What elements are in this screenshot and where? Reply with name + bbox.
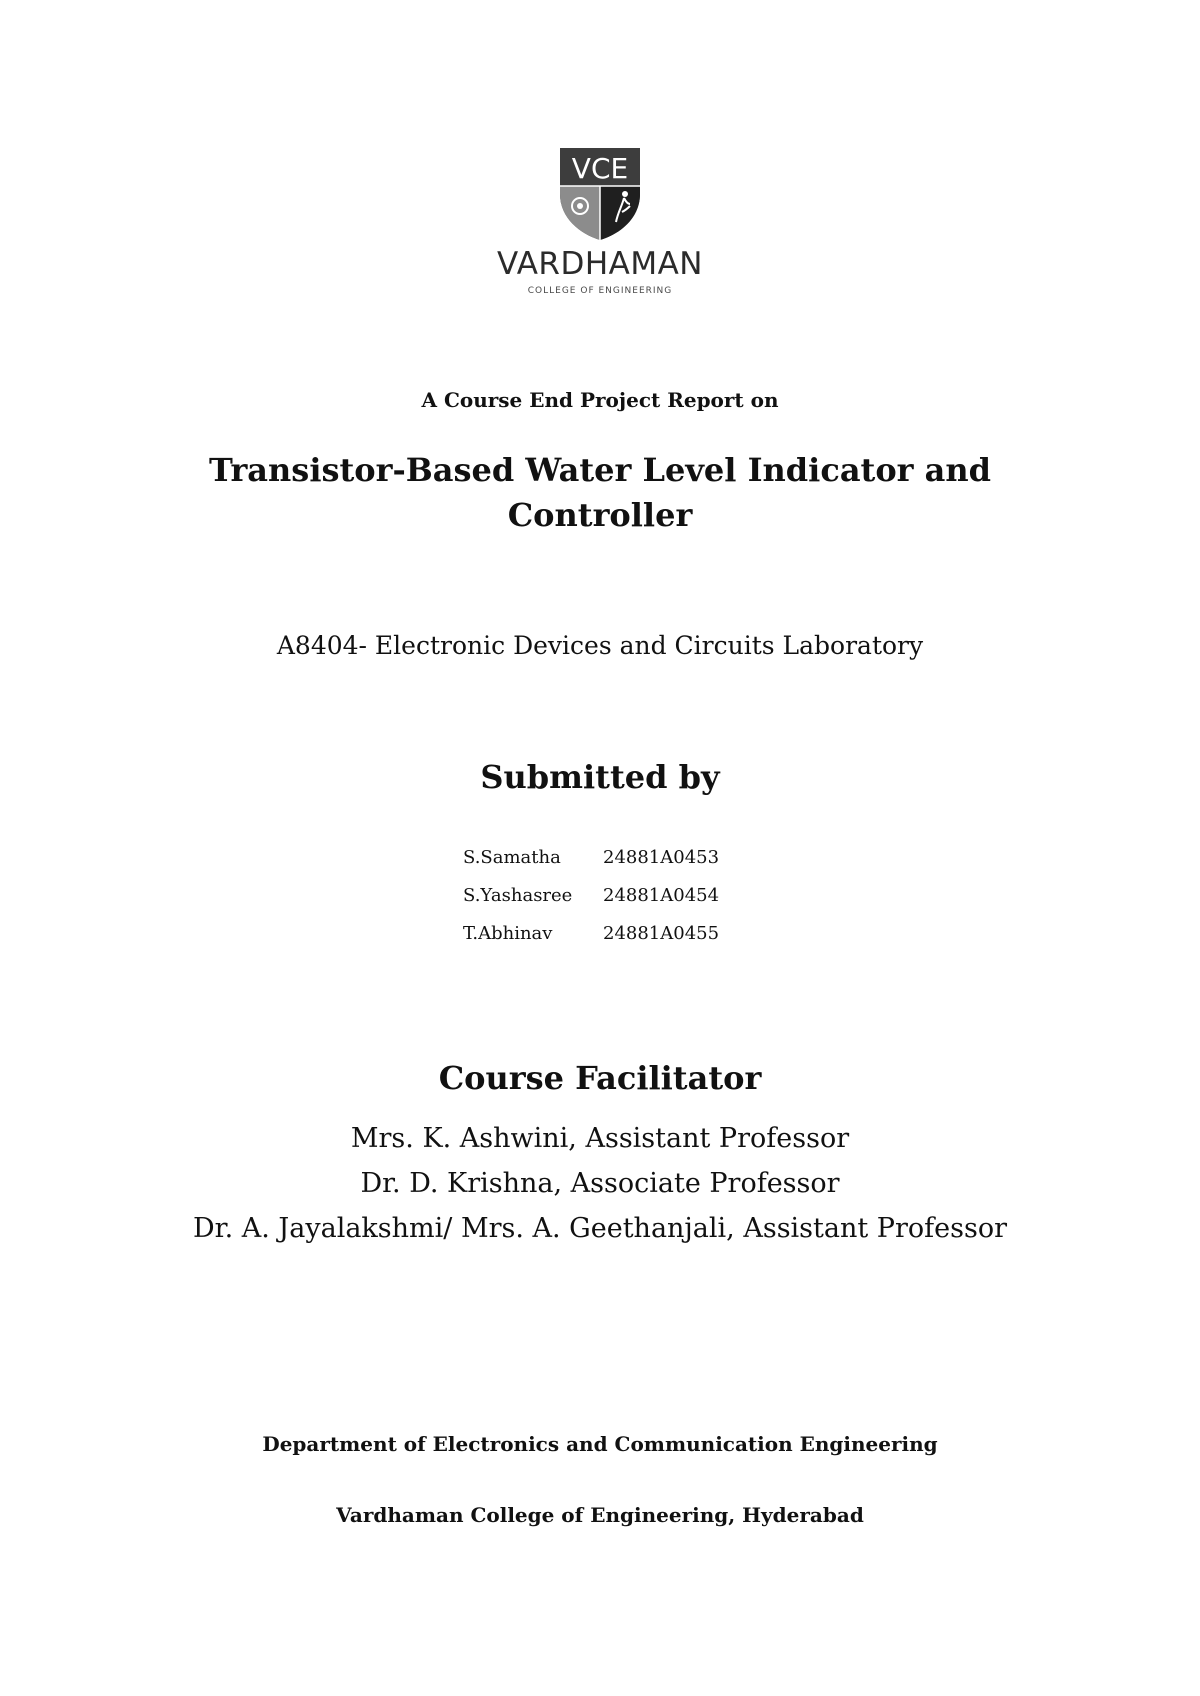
course-name: A8404- Electronic Devices and Circuits Laboratory — [276, 631, 924, 660]
student-roll: 24881A0455 — [603, 922, 720, 944]
department-name: Department of Electronics and Communication Engineering — [262, 1432, 938, 1456]
logo-subtitle: COLLEGE OF ENGINEERING — [527, 286, 673, 296]
facilitator-line: Mrs. K. Ashwini, Assistant Professor — [350, 1123, 850, 1154]
table-row — [463, 838, 719, 876]
report-title — [0, 448, 1200, 538]
logo-wordmark: VARDHAMAN — [497, 246, 703, 282]
table-row — [463, 914, 719, 952]
student-roll: 24881A0454 — [603, 884, 720, 906]
facilitator-line: Dr. A. Jayalakshmi/ Mrs. A. Geethanjali, Assistant Professor — [193, 1213, 1007, 1244]
college-logo — [460, 140, 740, 310]
student-name: S.Yashasree — [463, 884, 573, 906]
report-intro: A Course End Project Report on — [421, 388, 779, 412]
student-name: T.Abhinav — [463, 922, 553, 944]
emblem-text: VCE — [571, 152, 629, 185]
title-line-1: Transistor-Based Water Level Indicator and — [208, 451, 992, 489]
vce-shield-emblem — [558, 146, 642, 242]
course-facilitator-heading: Course Facilitator — [438, 1059, 762, 1097]
students-table — [463, 838, 719, 952]
student-roll: 24881A0453 — [603, 846, 720, 868]
facilitator-list — [0, 1116, 1200, 1251]
table-row — [463, 876, 719, 914]
submitted-by-heading: Submitted by — [480, 758, 720, 796]
facilitator-line: Dr. D. Krishna, Associate Professor — [360, 1168, 840, 1199]
title-line-2: Controller — [507, 496, 693, 534]
college-name: Vardhaman College of Engineering, Hyderabad — [336, 1503, 864, 1527]
student-name: S.Samatha — [463, 846, 561, 868]
